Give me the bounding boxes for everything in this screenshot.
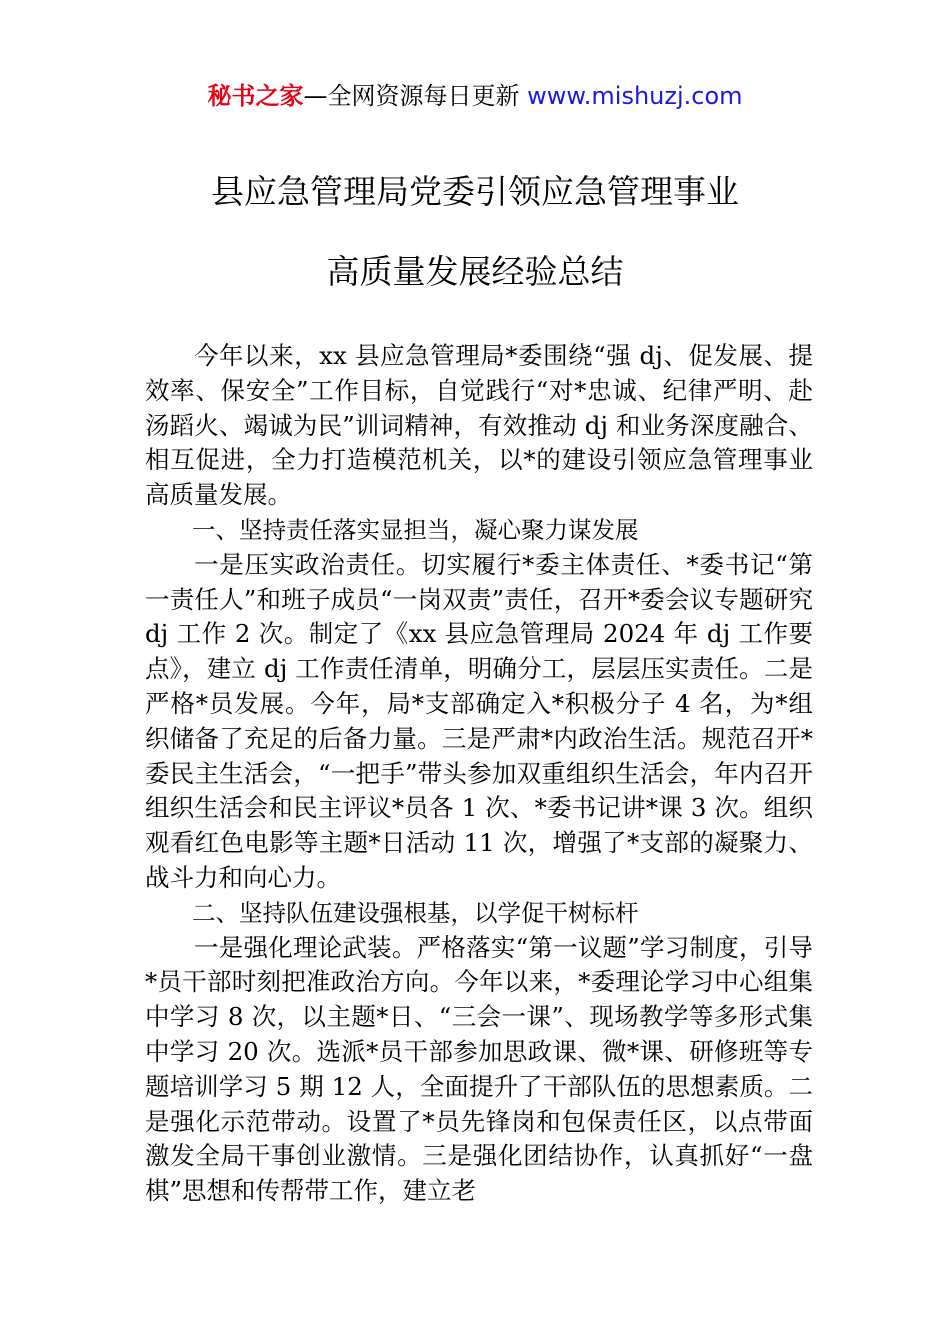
document-body — [145, 339, 813, 1209]
document-title — [0, 152, 950, 312]
brand-name: 秘书之家 — [207, 82, 304, 110]
section-heading-2: 二、坚持队伍建设强根基，以学促干树标杆 — [192, 898, 639, 927]
header-tagline: —全网资源每日更新 — [303, 82, 528, 110]
site-url-link[interactable]: www.mishuzj.com — [527, 82, 743, 110]
section-2-paragraph: 一是强化理论武装。严格落实“第一议题”学习制度，引导*员干部时刻把准政治方向。今年以来，*委理论学习中心组集中学习 8 次，以主题*日、“三会一课”、现场教学等多形式集中学习 20 次。选派*员干部参加思政课、微*课、研修班等专题培训学习 5 期 12 人，全面提升了干部队伍的思想素质。二是强化示范带动。设置了*员先锋岗和包保责任区，以点带面激发全局干事创业激情。三是强化团结协作，认真抓好“一盘棋”思想和传帮带工作，建立老 — [145, 932, 813, 1206]
section-1-paragraph: 一是压实政治责任。切实履行*委主体责任、*委书记“第一责任人”和班子成员“一岗双责”责任，召开*委会议专题研究 dj 工作 2 次。制定了《xx 县应急管理局 2024 年 dj 工作要点》，建立 dj 工作责任清单，明确分工，层层压实责任。二是严格*员发展。今年，局*支部确定入*积极分子 4 名，为*组织储备了充足的后备力量。三是严肃*内政治生活。规范召开*委民主生活会，“一把手”带头参加双重组织生活会，年内召开组织生活会和民主评议*员各 1 次、*委书记讲*课 3 次。组织观看红色电影等主题*日活动 11 次，增强了*支部的凝聚力、战斗力和向心力。 — [145, 549, 813, 892]
title-line-2: 高质量发展经验总结 — [326, 252, 624, 291]
intro-paragraph: 今年以来，xx 县应急管理局*委围绕“强 dj、促发展、提效率、保安全”工作目标，自觉践行“对*忠诚、纪律严明、赴汤蹈火、竭诚为民”训词精神，有效推动 dj 和业务深度融合、相互促进，全力打造模范机关，以*的建设引领应急管理事业高质量发展。 — [145, 341, 813, 510]
title-line-1: 县应急管理局党委引领应急管理事业 — [211, 172, 739, 211]
section-heading-1: 一、坚持责任落实显担当，凝心聚力谋发展 — [192, 515, 639, 544]
site-header — [0, 80, 950, 112]
